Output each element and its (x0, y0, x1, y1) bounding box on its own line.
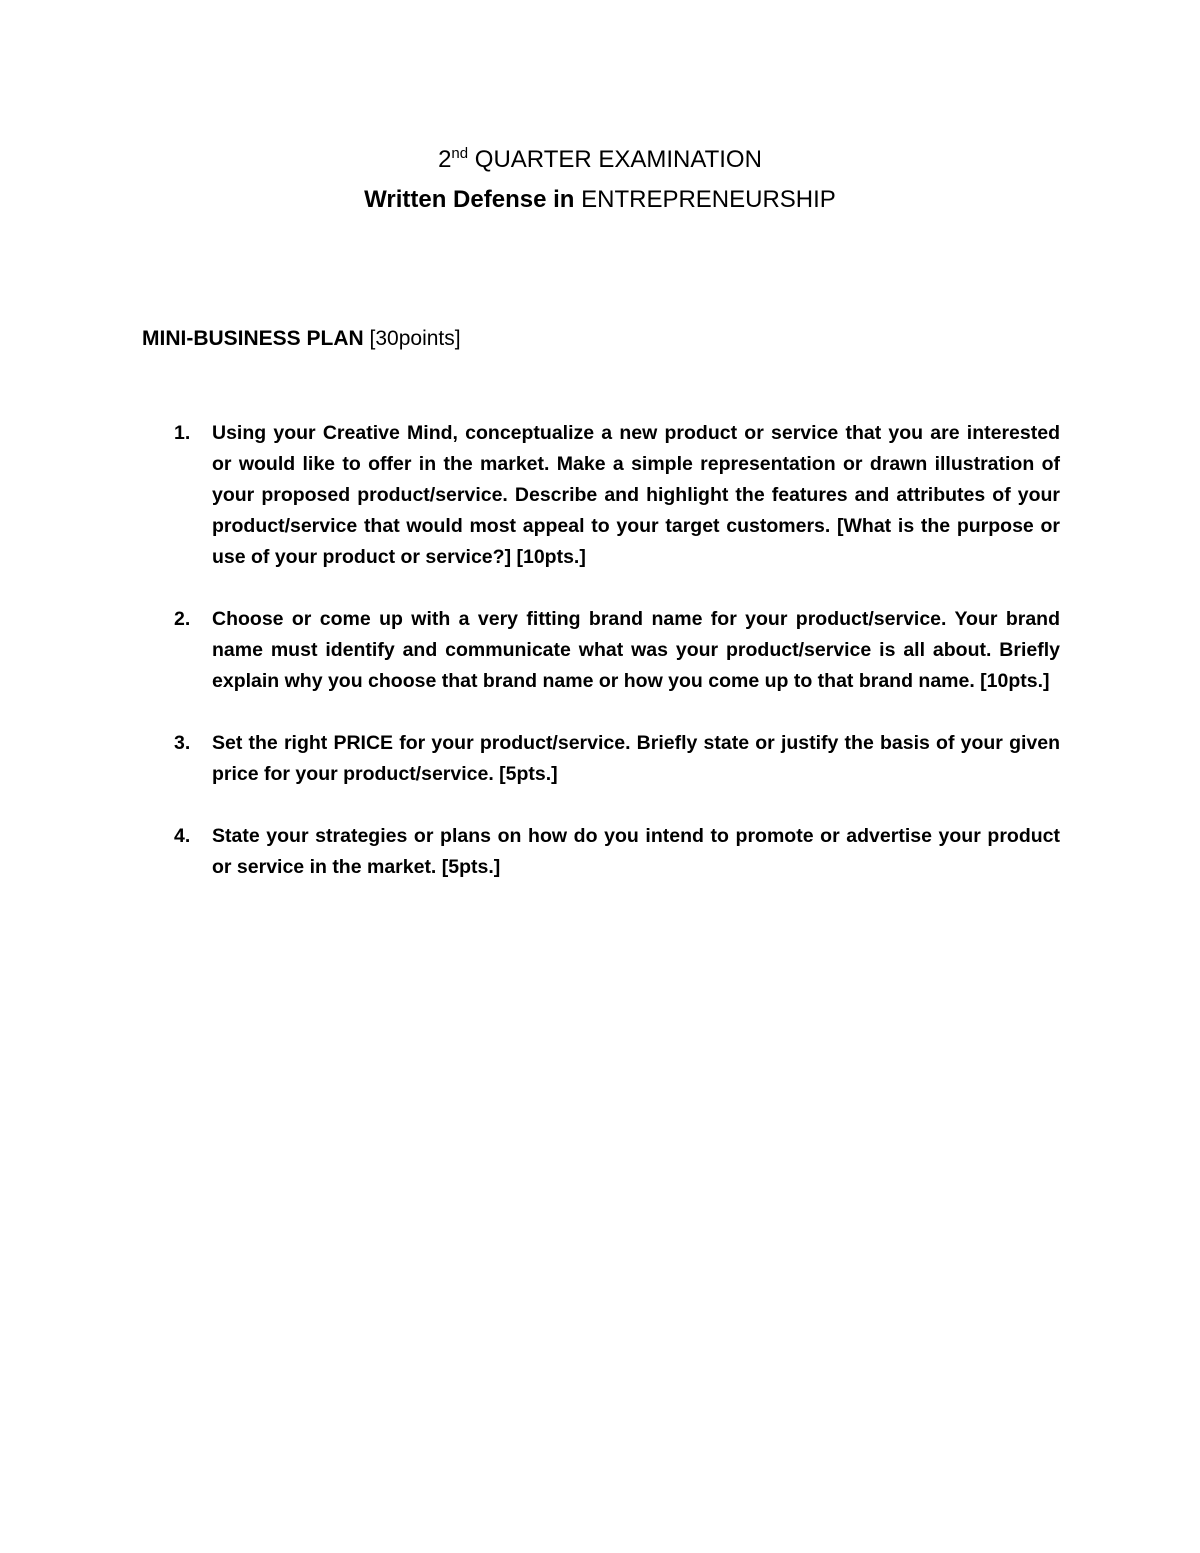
question-text: State your strategies or plans on how do you intend to promote or advertise your product or service in the market. [5pts.] (212, 825, 1060, 878)
question-number: 2. (174, 608, 191, 630)
exam-title (0, 140, 1200, 180)
document-title (0, 140, 1200, 220)
question-text: Choose or come up with a very fitting brand name for your product/service. Your brand name must identify and communicate what was your product/service is all about. Briefly explain why you choose that brand name or how you come up to that brand name. [10pts.] (212, 608, 1060, 692)
question-item (172, 728, 1060, 790)
question-text: Set the right PRICE for your product/service. Briefly state or justify the basis of your given price for your product/service. [5pts.] (212, 732, 1060, 785)
exam-title-superscript: nd (451, 145, 469, 162)
question-item (172, 821, 1060, 883)
question-number: 3. (174, 732, 191, 754)
question-number: 1. (174, 422, 191, 444)
exam-subtitle-bold: Written Defense in (364, 186, 575, 213)
question-item (172, 604, 1060, 697)
exam-title-text: QUARTER EXAMINATION (474, 146, 762, 173)
exam-subtitle-subject: ENTREPRENEURSHIP (581, 186, 836, 213)
exam-subtitle (0, 180, 1200, 220)
section-heading (142, 322, 461, 356)
question-text: Using your Creative Mind, conceptualize a new product or service that you are interested or would like to offer in the market. Make a simple representation or drawn illustration of your proposed product/service. Describe and highlight the features and attributes of your product/service that would most appeal to your target customers. [What is the purpose or use of your product or service?] [10pts.] (212, 422, 1060, 568)
section-heading-bold: MINI-BUSINESS PLAN (142, 327, 364, 350)
question-list (172, 418, 1060, 883)
question-item (172, 418, 1060, 573)
question-number: 4. (174, 825, 191, 847)
section-heading-points: [30points] (369, 327, 461, 350)
exam-title-number: 2 (438, 146, 452, 173)
